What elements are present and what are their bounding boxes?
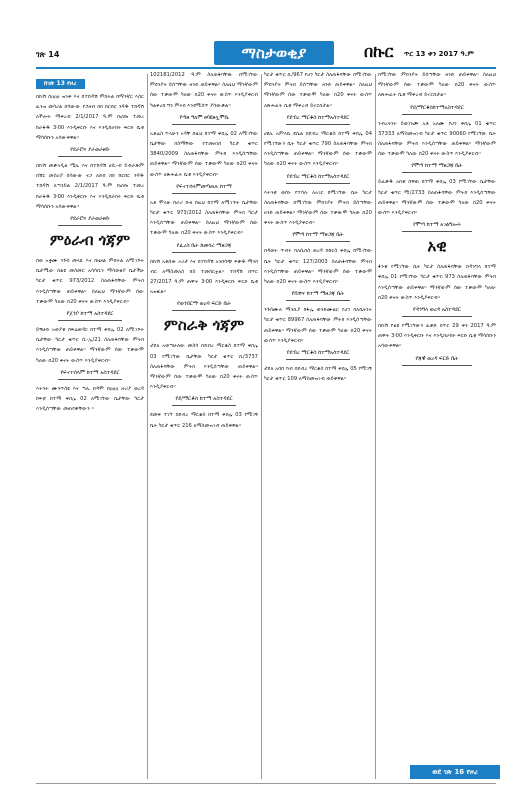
notice-text: በኩሽ የልዩ የሚገኘውን ፈቃድ በጥር 29 ቀን 2017 ዓ.ም ጠዋት 3፡00 እንዲቀርቡ እና እንዲከራከሩ ፍርድ ቤቱ ማሳሰቡን አሳውቀዋል፡፡ — [378, 323, 496, 350]
notice-text: 102181/2012 ዓ.ም ስለጠፋባቸው በሚገኘው ምክንያት ይሰጣቸው ዘንድ ጠይቀዋል፡፡ ስለዚህ ማንኛውም ሰው ተቃውሞ ካለው በ20 ቀናት ውስጥ እንዲያቀርብ ካልቀረበ ግን ምትክ እንደሚሰጥ ያሳውቃል፡፡ — [150, 72, 258, 109]
column-divider — [147, 74, 148, 779]
notice-text: ታደለ አወጣሁለው መስሳ በደብረ ማርቆስ ከተማ ቀበሌ 03 የሚገኘው ቤታቸው ካርታ ቁጥር ኪ/3737 ስለጠፋባቸው ምትክ እንዲሰጣቸው ጠይቀዋል፡፡ ማንኛውም ሰው ተቃውሞ ካለው በ20 ቀናት ውስጥ እንዲያቀርብ፡፡ — [150, 343, 258, 391]
notice-signature: የደ/ማርቆስከተማአስተዳደር — [378, 103, 496, 115]
notice-signature: የሞጣ ከተማ ማዘጋጃ ቤት — [264, 230, 372, 242]
column-1 — [36, 70, 144, 770]
continued-from-tag: ከገጽ 13 የዞረ — [36, 79, 85, 89]
notice-text: በኩሽ አቶሰው ኦሪታ እና በተከዳሽ አንበሳጭ ፍቃዱ ማንክ ብር ለማስመለስ ክስ ተመስርቷል፡፡ ተከዳሽ በጥር 27/2017 ዓ.ም ጠዋት 3፡00 እንዲቀርቡ ፍርድ ቤቱ አዝዟል፡፡ — [150, 258, 258, 296]
notice-text: ንብረትነት ይወገንጮ አቶ አለሙ የሆነ ቀበሌ 01 ቁጥር 37333 ለማስመዝገብ ካርታ ቁጥር 90060 የሚገኘው ቤት ስለጠፋባቸው ምትክ እንዲሰጣቸው ጠይቀዋል፡፡ ማንኛውም ሰው ተቃውሞ ካለው በ20 ቀናት ውስጥ እንዲያቀርብ፡፡ — [378, 120, 496, 158]
notice-signature: የደራሮና ያራወራፀቡ — [36, 145, 144, 157]
column-3 — [264, 70, 372, 770]
notice-text: ይኝሁድ አወያቱ በፍሬወዳር ከተማ ቀበሌ 02 ለሚገኙት ቤታቸው ካርታ ቁጥር ሲ-ኢ/21 ስለጠፋባቸው ምትክ እንዲሰጣቸው ጠይቀዋል፡፡ ማንኛውም ሰው ተቃውሞ ካለው በ20 ቀናት ውስጥ እንዲያቀርብ፡፡ — [36, 327, 144, 364]
notice-text: ደመቀ ተገኘ በደብረ ማርቆስ ከተማ ቀበሌ 03 የሚገኝ ቤት ካርታ ቁጥር 216 ለማስመዝገብ ጠይቀዋል፡፡ — [150, 412, 258, 429]
region-heading: ምዕራብ ጎጃም — [49, 231, 131, 250]
region-heading: አዊ — [427, 237, 447, 256]
notice-text: በወ አቋሙ ንጉስ መላዬ እና በዜናል ምክትል ለሚገኙት ቤታሚው በልዩ መስመር አሳሳቢን ማሳወቂያ ቤታችሁ ካርታ ቁጥር 973/2012 ስለጠፋባቸው ምትክ እንዲሰጣቸው ጠይቀዋል፡፡ ስለዚህ ማንኛውም ሰው ተቃውሞ ካለው በ20 ቀናት ውስጥ እንዲያቀርብ፡፡ — [36, 258, 144, 305]
notice-signature: የደራሮና ያራወራፀቡ — [36, 214, 144, 226]
column-4 — [378, 70, 496, 760]
notice-signature: የሞጣ ከተማ አገልግሎት — [378, 220, 496, 232]
notice-signature: የዳንግላ ወረዳ አስተዳደር — [378, 305, 496, 317]
notice-text: በኩሽ መቃላዲል ሜሊ እና በተከዳሽ ሀሲ-ብ ይብራጽም በሽር መስሪያ በሳውው ናጋ ለድበ ክክ ከርበር ንዳዱ ተከዳሽ ለጣንይል 2/1/2017 ዓ.ም በሆጡ ተመረ ከራፋዱ 3፡00 እንዲቀርቡ እና እንዲከራከሩ ፍርድ ቤቱ ማሳሰቡን አሳውቀዋል፡፡ — [36, 163, 144, 210]
notice-signature: የፈረስ ቤት ከመሳሪ ማዘጋጃ — [150, 241, 258, 253]
notice-text: እትንቱ ወሰኑ የተሳሉ ለአገር ከሚገኘው ቤት ካርታ ስለጠፋባቸው በሚገኘው ምክንያት ምትክ ይሰጣቸው ዘንድ ጠይቀዋል፡፡ ማንኛውም ሰው ተቃውሞ ካለው በ20 ቀናት ውስጥ እንዲያቀርብ፡፡ — [264, 189, 372, 227]
column-2 — [150, 70, 258, 770]
notice-signature: የጣዘ ዓለም ፀባዩፀሏሞቤ — [150, 113, 258, 125]
notice-text: አቶ ሞላሁ በራሪ ቡዘ በዚህ ከተማ ለሚገኙት ቤታቸው ካርታ ቁጥር 973/2012 ስለጠፋባቸው ምትክ ካርታ እንዲሰጣቸው ጠይቀዋል፡፡ ስለዚህ ማንኛውም ሰው ተቃውሞ ካለው በ20 ቀናት ውስጥ እንዲያቀርብ፡፡ — [150, 199, 258, 237]
notice-text: በሚገኘው ምክንያት ይሰጣቸው ዘንድ ጠይቀዋል፡፡ ስለዚህ ማንኛውም ሰው ተቃውሞ ካለው በ20 ቀናት ውስጥ ለጽሕፈት ቤቱ ማቅረብ ይኖርበታል፡፡ — [378, 72, 496, 99]
notice-text: ፋንቱ የሚገኘው ቤት ካርታ ስለጠፋባቸው በዳንግላ ከተማ ቀበሌ 01 የሚገኘው ካርታ ቁጥር 973 ስለጠፋባቸው ምትክ እንዲሰጣቸው ጠይቀዋል፡፡ ማንኛውም ሰው ተቃውሞ ካለው በ20 ቀናት ውስጥ እንዲያቀርብ፡፡ — [378, 264, 496, 301]
notice-signature: የፍኖተሰላም ከተማ አስተዳደር — [36, 368, 144, 380]
notice-text: ካርታ ቁጥር ኪ/967 የሆነ ካርታ ስለጠፋባቸው በሚገኘው ምክንያት ምትክ ይሰጣቸው ዘንድ ጠይቀዋል፡፡ ስለዚህ ማንኛውም ሰው ተቃውሞ ካለው በ20 ቀናት ውስጥ ለጽሕፈት ቤቱ ማቅረብ ይኖርበታል፡፡ — [264, 72, 372, 109]
notice-signature: የደ/ማርቆስ ከተማ አስተዳደር — [150, 394, 258, 406]
notice-signature: የደብረ ማርቆስ ከተማአስተዳደር — [264, 348, 372, 360]
notice-text: እትንት ሙንጥስዩ እና ጣሊ በዳሞ በዐዐዐ ዙሪያ ወረዳ ከፍቲ ከተማ ቀበሌ 02 ለሚገኘው ቤታቸው ካርታ እንዲሰጣቸው መጠየቃቸውን ፡፡ — [36, 385, 144, 413]
notice-signature: የጃዊ ወረዳ ፍርድ ቤት — [378, 354, 496, 366]
page-number: ገጽ 14 — [36, 50, 60, 59]
bottom-rule — [36, 783, 496, 784]
notice-signature: የፍኖተሰላምመጣጠሉ ከተማ — [150, 182, 258, 194]
continued-page-banner: ወደ ገጽ 16 የዞረ — [410, 765, 500, 779]
notice-signature: የደብረ ማርቆስ ከተማአስተዳደር — [264, 172, 372, 184]
section-title-banner: ማስታወቂያ — [214, 41, 334, 65]
notice-signature: የሞጣ ከተማ ማዘጋጃ ቤት — [378, 161, 496, 173]
notice-signature: የቢቸና ከተማ ማዘጋጃ ቤት — [264, 289, 372, 301]
column-divider — [261, 74, 262, 779]
notice-text: ንጉሰሙሉ ማንኪያ ከፋሌ ወንድሙልር የሆነ ባለቤትነት ካርታ ቁጥር 89967 ስለጠፋባቸው ምትክ እንዲሰጣቸው ጠይቀዋል፡፡ ማንኛውም ሰው ተቃውሞ ካለው በ20 ቀናት ውስጥ እንዲያቀርብ፡፡ — [264, 307, 372, 344]
header-rule — [36, 67, 496, 69]
notice-signature: የወንበርማ ወረዳ ፍርድ ቤት — [150, 299, 258, 311]
notice-text: በዳወት ጥብሩ ባለሲበስ ወረዳ በከርስ ቀበሌ ከሚገኘው ቤት ካርታ ቁጥር 127/2003 ስለጠፋባቸው ምትክ እንዲሰጣቸው ጠይቀዋል፡፡ ማንኛውም ሰው ተቃውሞ ካለው በ20 ቀናት ውስጥ እንዲያቀርብ፡፡ — [264, 248, 372, 286]
notice-text: አቶሬስ ጥላሁን ኦዳቸ በዚህ ከተማ ቀበሌ 02 ለሚገኘው ቤታቸው በስማቸው የተመዘገበ ካርታ ቁጥር 3840/2009 ስለጠፋባቸው ምትክ እንዲሰጣቸው ጠይቀዋል፡፡ ማንኛውም ሰው ተቃውሞ ካለው በ20 ቀናት ውስጥ ለጽሕፈት ቤቱ እንዲያቀርብ፡፡ — [150, 130, 258, 178]
newspaper-name: በኩር — [364, 42, 394, 61]
notice-text: በኩሽ በዐዐዐ ዝንቅ እና በተከዳሽ ምክትል ከማንኛር እስር ፈንዝ መሳሪል በሳውው የጋዘብ ክክ ከርበር ንዳዱ ተከዳሽ ለችሎት ማቅረብ 2/1/2017 ዓ.ም በሆጡ ተመረ ከራፋዱ 3፡00 እንዲቀርቡ እና እንዲከራከሩ ፍርድ ቤቱ ማሳሰቡን አሳውቀዋል፡፡ — [36, 94, 144, 141]
region-heading: ምስራቅ ጎጃም — [163, 316, 245, 335]
notice-text: ሀዩሊ አምላኬ ደሴል በደብረ ማርቆስ ከተማ ቀበሌ 04 የሚገኘውን ቤት ካርታ ቁጥር 790 ስለጠፋባቸው ምትክ እንዲሰጣቸው ጠይቀዋል፡፡ ማንኛውም ሰው ተቃውሞ ካለው በ20 ቀናት ውስጥ እንዲያቀርብ፡፡ — [264, 130, 372, 168]
notice-text: ይፈቃዱ አበቱ በዋጠ ከተማ ቀበሌ 03 የሚገኘው ቤታቸው ካርታ ቁጥር ሚ/2733 ስለጠፋባቸው ምትክ እንዲሰጣቸው ጠይቀዋል፡፡ ማንኛውም ሰው ተቃውሞ ካለው በ20 ቀናት ውስጥ እንዲያቀርብ፡፡ — [378, 179, 496, 217]
column-divider — [375, 74, 376, 779]
notice-text: ታደለ አበበ ባብ በደብረ ማርቆስ ከተማ ቀበሌ 05 የሚገኝ ካርታ ቁጥር 109 ለማስመዝገብ ጠይቀዋል፡፡ — [264, 366, 372, 383]
issue-date: ጥር 13 ቀን 2017 ዓ.ም — [404, 50, 474, 58]
notice-signature: የጀንቦ ከተማ አስተዳደር — [36, 309, 144, 321]
page-header — [36, 38, 496, 68]
notice-signature: የደብረ ማርቆስ ከተማአስተዳደር — [264, 113, 372, 125]
